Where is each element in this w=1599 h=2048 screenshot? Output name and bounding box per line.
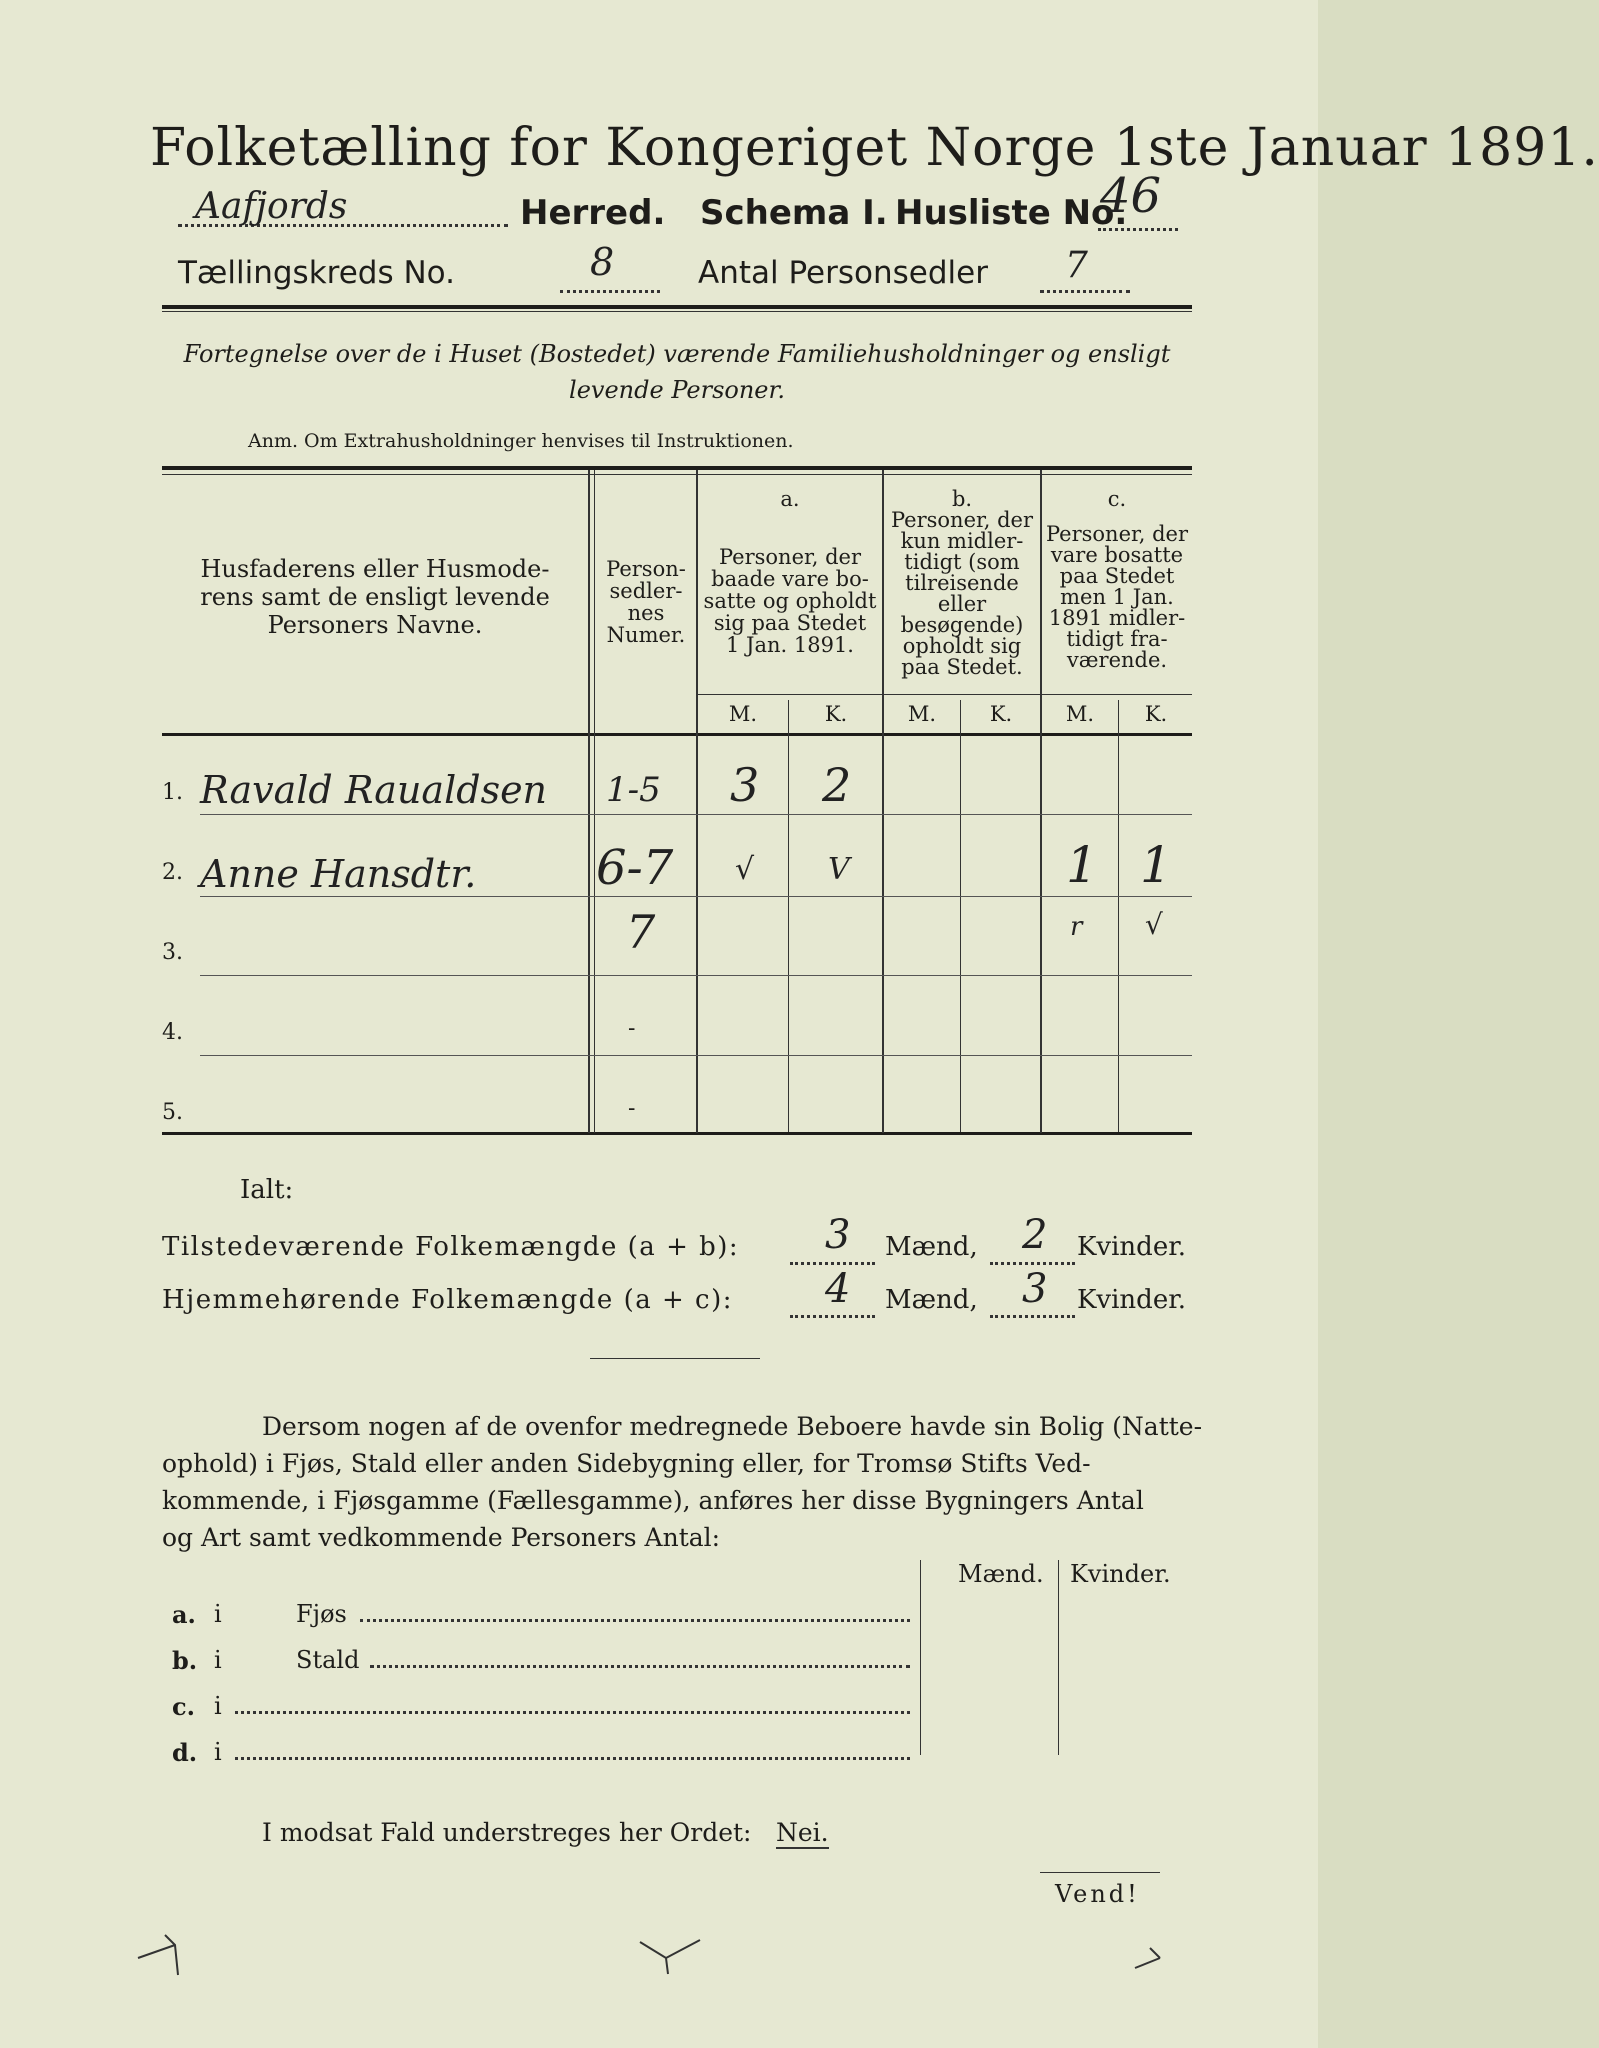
- hjemme-maend-label: Mænd,: [885, 1285, 978, 1315]
- hjemme-label: Hjemmehørende Folkemængde (a + c):: [162, 1285, 733, 1315]
- building-a-prep: i: [214, 1600, 222, 1628]
- col-header-c-letter: c.: [1107, 487, 1127, 511]
- antal-label: Antal Personsedler: [698, 255, 988, 291]
- col-header-numer-line-1: Person-: [606, 557, 686, 581]
- row-2-name: Anne Hansdtr.: [200, 852, 477, 896]
- col-header-c-line-5: 1891 midler-: [1048, 606, 1186, 630]
- mark-center: [640, 1940, 700, 1974]
- col-header-c-line-4: men 1 Jan.: [1060, 585, 1174, 609]
- row-3-index: 3.: [162, 940, 183, 965]
- tilstede-m-value: 3: [825, 1212, 851, 1258]
- footer-nei: Nei.: [776, 1818, 829, 1847]
- buildings-line-1: Dersom nogen af de ovenfor medregnede Beboere havde sin Bolig (Natte-: [262, 1412, 1203, 1441]
- col-header-c-line-3: paa Stedet: [1059, 564, 1175, 588]
- building-b-letter: b.: [172, 1646, 198, 1675]
- col-header-b-line-8: paa Stedet.: [901, 655, 1023, 679]
- col-header-b-line-4: tilreisende: [905, 571, 1019, 595]
- vend-label: Vend!: [1055, 1880, 1140, 1908]
- ialt-label: Ialt:: [240, 1175, 294, 1205]
- row-1-a-m: 3: [730, 758, 760, 812]
- tilstede-maend-label: Mænd,: [885, 1232, 978, 1262]
- col-header-numer-line-3: nes: [627, 601, 665, 625]
- a-k-label: K.: [824, 702, 848, 726]
- col-header-numer-line-4: Numer.: [606, 623, 686, 647]
- row-2-a-k: V: [828, 852, 850, 887]
- hjemme-k-value: 3: [1022, 1266, 1048, 1312]
- buildings-line-3: kommende, i Fjøsgamme (Fællesgamme), anføres her disse Bygningers Antal: [162, 1486, 1144, 1515]
- row-4-numer: -: [628, 1016, 636, 1041]
- building-b-prep: i: [214, 1646, 222, 1674]
- herred-label: Herred.: [520, 193, 666, 233]
- row-2-numer: 6-7: [596, 840, 674, 896]
- intro-line-1: Fortegnelse over de i Huset (Bostedet) værende Familiehusholdninger og ensligt: [183, 340, 1171, 368]
- buildings-maend-header: Mænd.: [958, 1560, 1044, 1588]
- row-1-index: 1.: [162, 780, 183, 805]
- building-a-letter: a.: [172, 1600, 196, 1629]
- hjemme-kvinder-label: Kvinder.: [1077, 1285, 1187, 1315]
- row-3-c-k: √: [1145, 908, 1163, 941]
- antal-value: 7: [1065, 245, 1088, 286]
- row-3-c-m: r: [1070, 912, 1083, 942]
- herred-name: Aafjords: [195, 186, 348, 227]
- building-c-prep: i: [214, 1692, 222, 1720]
- row-4-index: 4.: [162, 1020, 183, 1045]
- row-1-numer: 1-5: [606, 770, 661, 810]
- b-k-label: K.: [989, 702, 1013, 726]
- col-header-c-line-6: tidigt fra-: [1066, 627, 1168, 651]
- col-header-b-line-7: opholdt sig: [902, 634, 1022, 658]
- row-2-c-m: 1: [1066, 836, 1098, 894]
- hjemme-m-value: 4: [825, 1266, 851, 1312]
- row-2-a-m: √: [735, 852, 755, 887]
- husliste-value: 46: [1100, 168, 1162, 224]
- building-c-letter: c.: [172, 1692, 195, 1721]
- mark-left: [138, 1935, 178, 1975]
- col-header-b-line-2: kun midler-: [900, 529, 1024, 553]
- schema-label: Schema I.: [700, 193, 888, 233]
- tilstede-label: Tilstedeværende Folkemængde (a + b):: [162, 1232, 740, 1262]
- tilstede-k-value: 2: [1022, 1212, 1048, 1258]
- anm-note: Anm. Om Extrahusholdninger henvises til Instruktionen.: [248, 430, 794, 452]
- col-header-names-line-1: Husfaderens eller Husmode-: [200, 555, 550, 583]
- tilstede-kvinder-label: Kvinder.: [1077, 1232, 1187, 1262]
- footer-text: I modsat Fald understreges her Ordet:: [262, 1818, 752, 1847]
- row-5-numer: -: [628, 1096, 636, 1121]
- col-header-names-line-2: rens samt de ensligt levende: [200, 583, 550, 611]
- col-header-b-line-6: besøgende): [900, 613, 1024, 637]
- row-2-c-k: 1: [1140, 836, 1172, 894]
- col-header-a-line-5: 1 Jan. 1891.: [726, 633, 854, 657]
- row-1-name: Ravald Raualdsen: [200, 768, 548, 812]
- row-5-index: 5.: [162, 1100, 183, 1125]
- row-1-a-k: 2: [822, 758, 852, 812]
- intro-line-2: levende Personer.: [569, 376, 785, 404]
- a-m-label: M.: [728, 702, 758, 726]
- row-3-numer: 7: [626, 905, 656, 959]
- form-title: Folketælling for Kongeriget Norge 1ste Januar 1891.: [150, 118, 1599, 178]
- col-header-names-line-3: Personers Navne.: [267, 611, 483, 639]
- mark-right: [1135, 1948, 1160, 1968]
- col-header-b-line-1: Personer, der: [890, 508, 1034, 532]
- buildings-line-4: og Art samt vedkommende Personers Antal:: [162, 1523, 721, 1552]
- building-a-label: Fjøs: [296, 1600, 347, 1628]
- row-2-index: 2.: [162, 860, 183, 885]
- col-header-c-line-7: værende.: [1066, 648, 1168, 672]
- col-header-b-letter: b.: [951, 487, 973, 511]
- building-b-label: Stald: [296, 1646, 360, 1674]
- c-m-label: M.: [1065, 702, 1095, 726]
- col-header-b-line-3: tidigt (som: [904, 550, 1020, 574]
- col-header-a-line-3: satte og opholdt: [703, 589, 877, 613]
- b-m-label: M.: [907, 702, 937, 726]
- col-header-a-line-4: sig paa Stedet: [713, 611, 867, 635]
- col-header-c-line-1: Personer, der: [1045, 522, 1189, 546]
- kreds-label: Tællingskreds No.: [178, 255, 455, 291]
- col-header-a-line-2: baade vare bo-: [711, 567, 869, 591]
- col-header-numer-line-2: sedler-: [609, 579, 683, 603]
- col-header-b-line-5: eller: [937, 592, 987, 616]
- husliste-label: Husliste No.: [895, 193, 1128, 233]
- kreds-value: 8: [590, 240, 615, 284]
- col-header-a-line-1: Personer, der: [718, 545, 862, 569]
- building-d-letter: d.: [172, 1738, 198, 1767]
- c-k-label: K.: [1144, 702, 1168, 726]
- col-header-a-letter: a.: [780, 487, 800, 511]
- building-d-prep: i: [214, 1738, 222, 1766]
- col-header-c-line-2: vare bosatte: [1050, 543, 1184, 567]
- buildings-line-2: ophold) i Fjøs, Stald eller anden Sidebygning eller, for Tromsø Stifts Ved-: [162, 1449, 1091, 1478]
- buildings-kvinder-header: Kvinder.: [1070, 1560, 1171, 1588]
